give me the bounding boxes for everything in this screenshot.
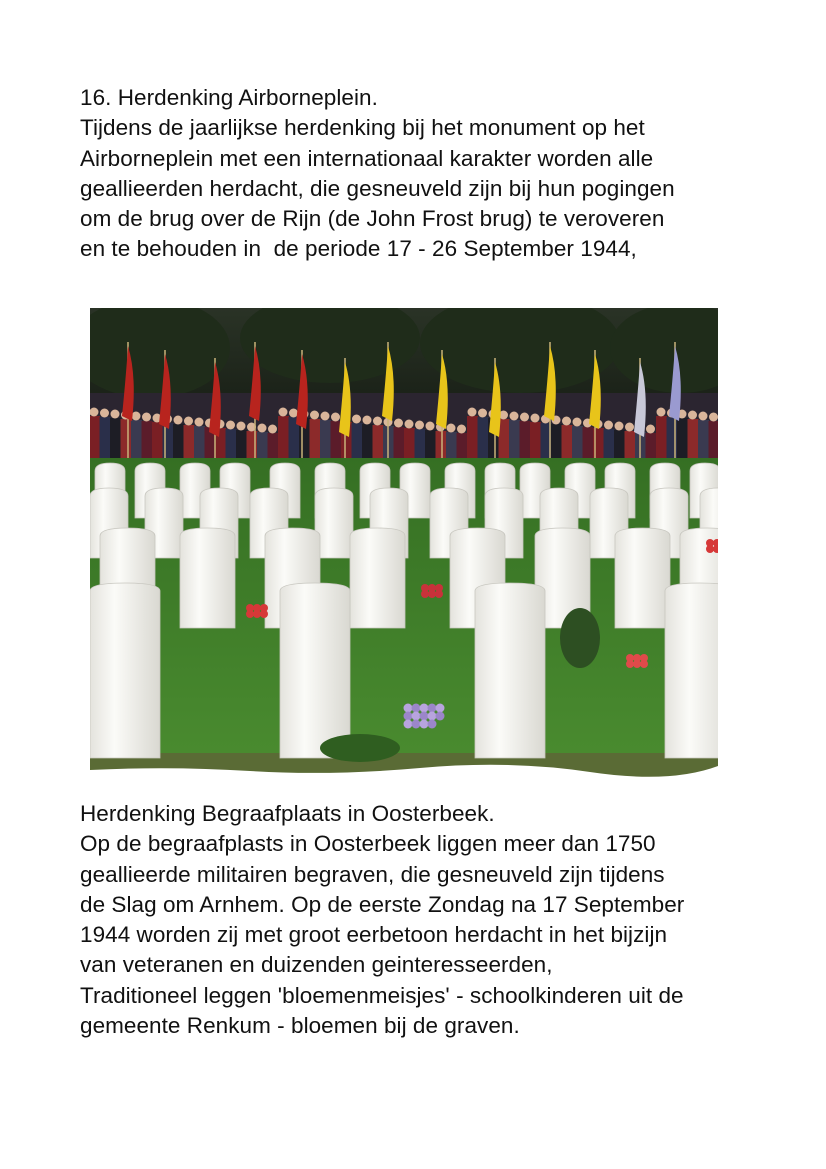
paragraph-line: geallieerden herdacht, die gesneuveld zijn bij hun pogingen xyxy=(80,175,675,201)
paragraph-line: Tijdens de jaarlijkse herdenking bij het monument op het xyxy=(80,115,645,141)
paragraph-line: Op de begraafplasts in Oosterbeek liggen meer dan 1750 xyxy=(80,831,656,857)
paragraph-line: de Slag om Arnhem. Op de eerste Zondag na 17 September xyxy=(80,891,685,917)
paragraph-line: en te behouden in de periode 17 - 26 September 1944, xyxy=(80,236,637,262)
section-oosterbeek xyxy=(80,799,770,1041)
section-heading: 16. Herdenking Airborneplein. xyxy=(80,85,378,110)
section-heading: Herdenking Begraafplaats in Oosterbeek. xyxy=(80,801,495,826)
paragraph-line: geallieerde militairen begraven, die gesneuveld zijn tijdens xyxy=(80,861,665,887)
paragraph-line: 1944 worden zij met groot eerbetoon herdacht in het bijzijn xyxy=(80,922,668,948)
paragraph-line: om de brug over de Rijn (de John Frost brug) te veroveren xyxy=(80,206,665,232)
section-airborneplein xyxy=(80,83,770,265)
cemetery-photo xyxy=(90,308,718,780)
paragraph-line: Traditioneel leggen 'bloemenmeisjes' - schoolkinderen uit de xyxy=(80,982,684,1008)
paragraph-line: van veteranen en duizenden geinteresseerden, xyxy=(80,952,553,978)
paragraph-line: gemeente Renkum - bloemen bij de graven. xyxy=(80,1013,520,1039)
paragraph-line: Airborneplein met een internationaal karakter worden alle xyxy=(80,145,654,171)
